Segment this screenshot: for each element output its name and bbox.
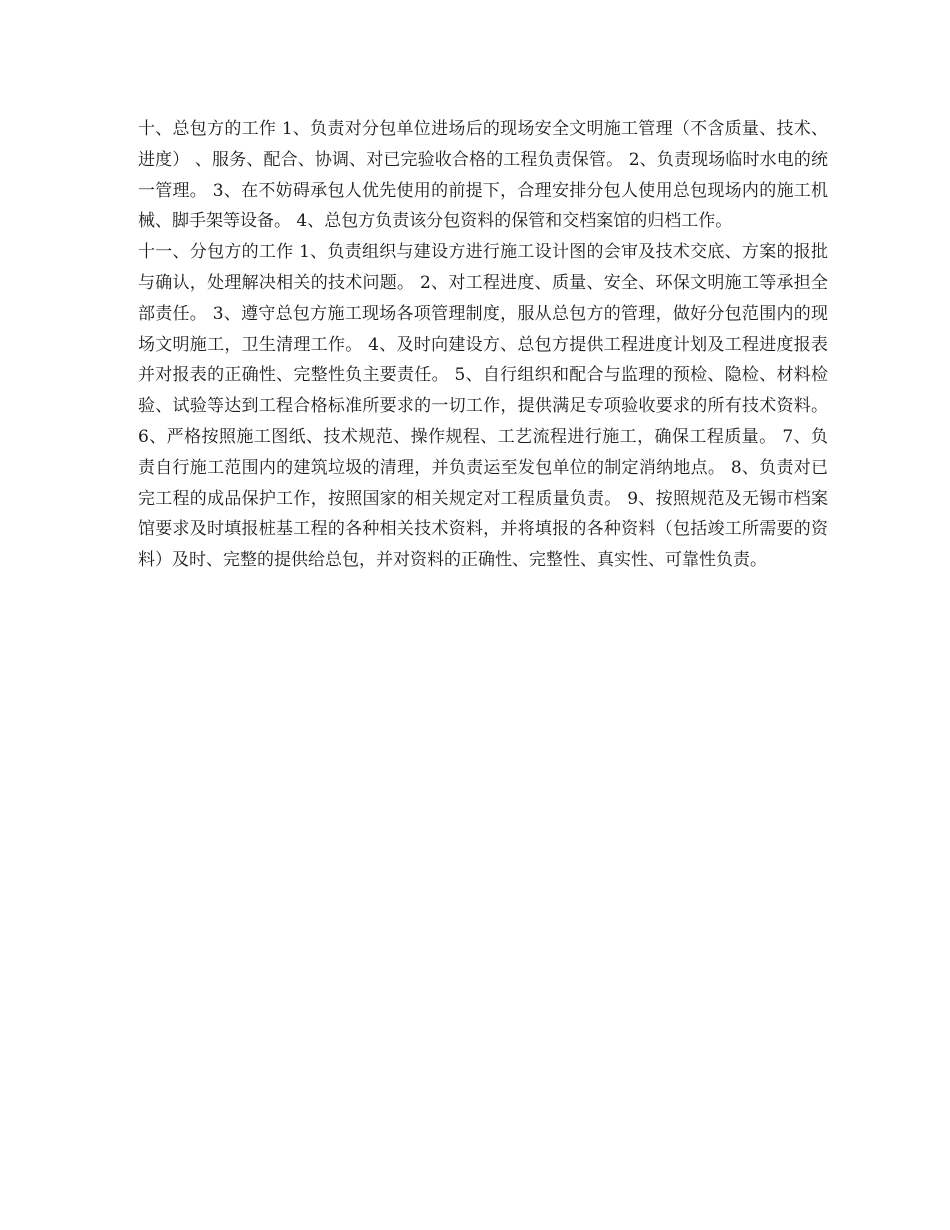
paragraph-subcontractor-duties: 十一、分包方的工作 1、负责组织与建设方进行施工设计图的会审及技术交底、方案的报批与确认，处理解决相关的技术问题。 2、对工程进度、质量、安全、环保文明施工等承担全部责任。 3、遵守总包方施工现场各项管理制度，服从总包方的管理，做好分包范围内的现场文明施工，卫生清理工作。 4、及时向建设方、总包方提供工程进度计划及工程进度报表并对报表的正确性、完整性负主要责任。 5、自行组织和配合与监理的预检、隐检、材料检验、试验等达到工程合格标准所要求的一切工作，提供满足专项验收要求的所有技术资料。 6、严格按照施工图纸、技术规范、操作规程、工艺流程进行施工，确保工程质量。 7、负责自行施工范围内的建筑垃圾的清理，并负责运至发包单位的制定消纳地点。 8、负责对已完工程的成品保护工作，按照国家的相关规定对工程质量负责。 9、按照规范及无锡市档案馆要求及时填报桩基工程的各种相关技术资料，并将填报的各种资料（包括竣工所需要的资料）及时、完整的提供给总包，并对资料的正确性、完整性、真实性、可靠性负责。 (138, 242, 828, 571)
document-page (138, 114, 828, 576)
paragraph-general-contractor-duties: 十、总包方的工作 1、负责对分包单位进场后的现场安全文明施工管理（不含质量、技术、进度） 、服务、配合、协调、对已完验收合格的工程负责保管。 2、负责现场临时水电的统一管理。 3、在不妨碍承包人优先使用的前提下，合理安排分包人使用总包现场内的施工机械、脚手架等设备。 4、总包方负责该分包资料的保管和交档案馆的归档工作。 (138, 119, 828, 232)
